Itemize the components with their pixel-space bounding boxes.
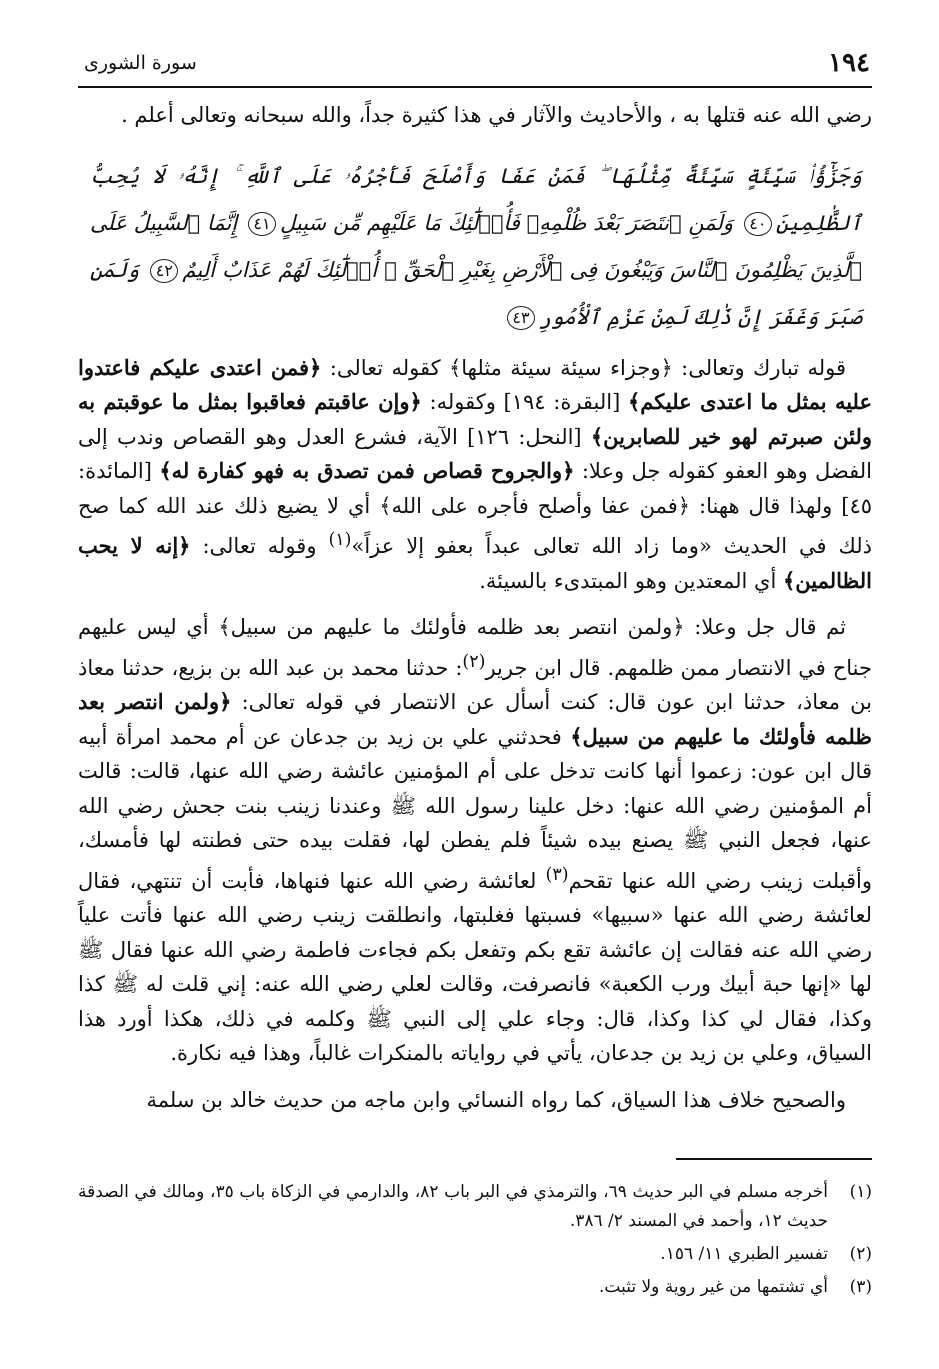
commentary-paragraph-3: والصحيح خلاف هذا السياق، كما رواه النسائي وابن ماجه من حديث خالد بن سلمة — [146, 1087, 846, 1112]
footnote-ref-2[interactable]: (٢) — [462, 651, 486, 672]
footnote-number: (١) — [849, 1182, 872, 1202]
footnote-text: تفسير الطبري ١١/ ١٥٦. — [660, 1244, 828, 1264]
quote-bold: ﴿ولمن انتصر بعد ظلمه فأولئك ما عليهم من سبيل﴾ — [78, 689, 873, 749]
footnote-3 — [78, 1273, 872, 1302]
verse-41-number: ٤١ — [248, 212, 276, 236]
footnote-2 — [78, 1240, 872, 1269]
separator-line — [676, 1158, 872, 1160]
text-run: ثم قال جل وعلا: ﴿ولمن انتصر بعد ظلمه فأولئك ما عليهم من سبيل﴾ أي ليس عليهم جناح في الانتصار ممن ظلمهم. قال ابن جرير — [78, 615, 872, 680]
text-run: لعائشة رضي الله عنها فنهاها، فأبت أن تنتهي، فقال لعائشة رضي الله عنها «سبيها» فسبتها فغلبتها، وانطلقت زينب رضي الله عنها فأتت علياً رضي الله عنه فقالت إن عائشة تقع بكم وتفعل بكم فجاءت فاطمة رضي الله عنها فقال ﷺ لها «إنها حبة أبيك ورب الكعبة» فانصرفت، وقالت لعلي رضي الله عنه: إني قلت له ﷺ كذا وكذا، فقال لي كذا وكذا، قال: وجاء علي إلى النبي ﷺ وكلمه في ذلك، هكذا أورد هذا السياق، وعلي بن زيد بن جدعان، يأتي في رواياته بالمنكرات غالباً، وهذا فيه نكارة. — [78, 868, 872, 1065]
footnote-text: أخرجه مسلم في البر حديث ٦٩، والترمذي في البر باب ٨٢، والدارمي في الزكاة باب ٣٥، ومالك في الصدقة حديث ١٢، وأحمد في المسند ٢/ ٣٨٦. — [78, 1182, 828, 1231]
footnote-number: (٢) — [849, 1244, 872, 1264]
commentary-paragraph-1 — [78, 351, 872, 599]
surah-title: سورة الشورى — [84, 52, 197, 74]
footnote-1 — [78, 1178, 872, 1236]
text-run: [المائدة: ٤٥] ولهذا قال ههنا: ﴿فمن عفا وأصلح فأجره على الله﴾ أي لا يضيع ذلك عند الله كما صح ذلك في الحديث «وما زاد الله تعالى عبداً بعفو إلا عزاً» — [78, 459, 872, 558]
text-run: وقوله تعالى: — [190, 534, 329, 558]
page — [78, 44, 872, 1117]
verse-41-text: وَلَمَنِ ٱنتَصَرَ بَعْدَ ظُلْمِهِۦ فَأُو۟لَٰٓئِكَ مَا عَلَيْهِم مِّن سَبِيلٍ — [279, 210, 734, 235]
quote-bold: ﴿فمن اعتدى عليكم فاعتدوا عليه بمثل ما اعتدى عليكم﴾ — [78, 354, 873, 414]
quran-verses-block — [90, 153, 862, 341]
text-run: أي المعتدين وهو المبتدىء بالسيئة. — [479, 568, 783, 593]
footnote-ref-1[interactable]: (١) — [328, 530, 352, 550]
footnote-ref-3[interactable]: (٣) — [545, 864, 569, 885]
footnote-text: أي تشتمها من غير روية ولا تثبت. — [598, 1277, 828, 1297]
footnotes — [78, 1178, 872, 1306]
verse-40-number: ٤٠ — [744, 212, 772, 236]
verse-42-text: إِنَّمَا ٱلسَّبِيلُ عَلَى ٱلَّذِينَ يَظْلِمُونَ ٱلنَّاسَ وَيَبْغُونَ فِى ٱلْأَرْضِ بِغَيْرِ ٱلْحَقِّ ۚ أُو۟لَٰٓئِكَ لَهُمْ عَذَابٌ أَلِيمٌ — [90, 210, 862, 282]
text-run: قوله تبارك وتعالى: ﴿وجزاء سيئة سيئة مثلها﴾ كقوله تعالى: — [321, 355, 847, 380]
running-header — [78, 44, 872, 88]
commentary-paragraph-2 — [78, 610, 872, 1071]
quote-bold: ﴿إنه لا يحب الظالمين﴾ — [78, 533, 872, 593]
continuation-line: رضي الله عنه قتلها به ، والأحاديث والآثار في هذا كثيرة جداً، والله سبحانه وتعالى أعلم . — [121, 103, 872, 127]
verse-40-text: وَجَزَٰٓؤُا۟ سَيِّئَةٍ سَيِّئَةٌ مِّثْلُهَا ۖ فَمَنْ عَفَا وَأَصْلَحَ فَأَجْرُهُۥ عَلَى ٱللَّهِ ۚ إِنَّهُۥ لَا يُحِبُّ ٱلظَّٰلِمِينَ — [90, 163, 862, 235]
quote-bold: ﴿والجروح قصاص فمن تصدق به فهو كفارة له﴾ — [159, 458, 575, 483]
footnote-number: (٣) — [849, 1277, 872, 1297]
text-run: [النحل: ١٢٦] الآية، فشرع العدل وهو القصاص وندب إلى الفضل وهو العفو كقوله جل وعلا: — [78, 424, 872, 483]
verse-43-number: ٤٣ — [507, 306, 535, 330]
text-run: فحدثني علي بن زيد بن جدعان عن أم محمد امرأة أبيه قال ابن عون: زعموا أنها كانت تدخل على أم المؤمنين عائشة رضي الله عنها، قالت: قالت أم المؤمنين رضي الله عنها: دخل علينا رسول الله ﷺ وعندنا زينب بنت جحش رضي الله عنها، فجعل النبي ﷺ يصنع بيده شيئاً فلم يفطن لها، فقلت بيده حتى فطنته لها فأمسك، وأقبلت زينب رضي الله عنها تقحم — [78, 724, 873, 893]
verse-42-number: ٤٢ — [150, 259, 178, 283]
page-number: ١٩٤ — [828, 48, 870, 78]
quote-bold: ﴿وإن عاقبتم فعاقبوا بمثل ما عوقبتم به ولئن صبرتم لهو خير للصابرين﴾ — [78, 389, 872, 449]
text-run: : حدثنا محمد بن عبد الله بن بزيع، حدثنا معاذ بن معاذ، حدثنا ابن عون قال: كنت أسأل عن الانتصار في قوله تعالى: — [78, 655, 873, 714]
verse-43-text: وَلَمَن صَبَرَ وَغَفَرَ إِنَّ ذَٰلِكَ لَمِنْ عَزْمِ ٱلْأُمُورِ — [90, 257, 862, 329]
text-run: [البقرة: ١٩٤] وكقوله: — [421, 390, 628, 414]
